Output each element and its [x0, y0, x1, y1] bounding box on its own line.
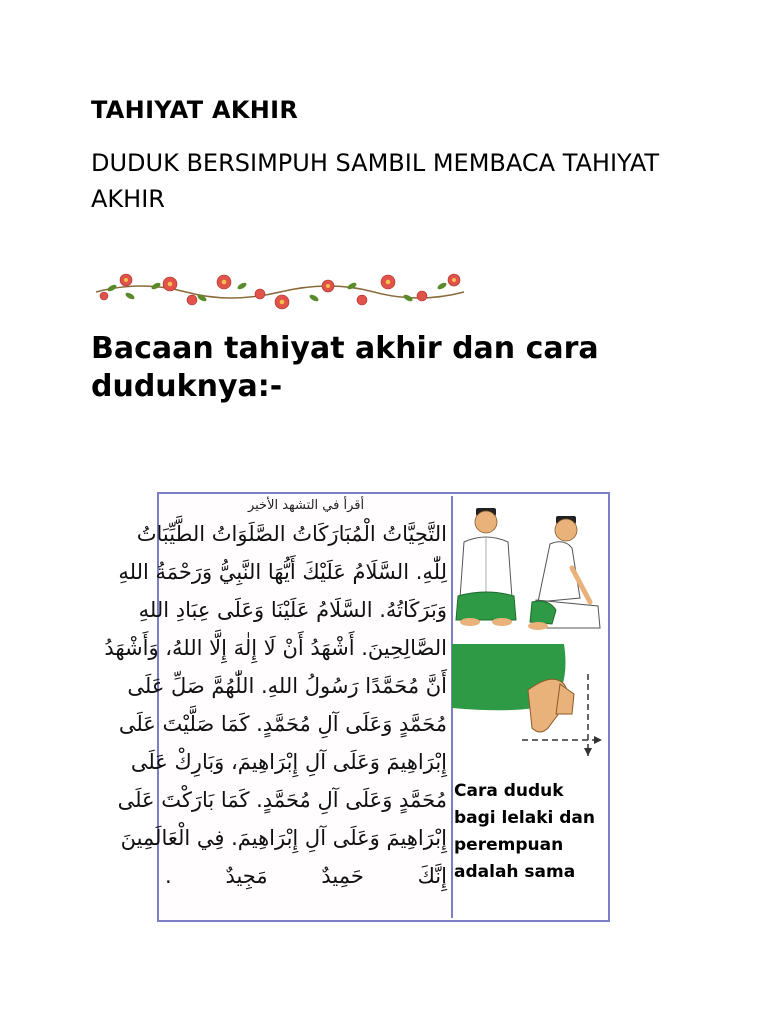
posture-caption: Cara duduk bagi lelaki dan perempuan adalah sama: [454, 781, 596, 882]
arabic-line: مُحَمَّدٍ وَعَلَى آلِ مُحَمَّدٍ. كَمَا صَلَّيْتَ عَلَى: [118, 712, 447, 736]
illustration-cell: [452, 496, 606, 918]
arabic-line: إِبْرَاهِيمَ وَعَلَى آلِ إِبْرَاهِيمَ. فِي الْعَالَمِينَ: [120, 826, 447, 850]
arabic-heading: أقرأ في التشهد الأخير: [247, 498, 365, 513]
arabic-line: التَّحِيَّاتُ الْمُبَارَكَاتُ الصَّلَوَاتُ الطَّيِّبَاتُ: [136, 522, 447, 546]
page-title: TAHIYAT AKHIR: [91, 96, 299, 124]
sitting-feet-detail-illustration: [452, 644, 606, 762]
arabic-line: وَبَرَكَاتُهُ. السَّلَامُ عَلَيْنَا وَعَلَى عِبَادِ اللهِ: [138, 598, 447, 622]
arabic-line: الصَّالِحِينَ. أَشْهَدُ أَنْ لَا إِلٰهَ إِلَّا اللهُ، وَأَشْهَدُ: [104, 636, 447, 660]
arabic-line: لِلّٰهِ. السَّلَامُ عَلَيْكَ أَيُّهَا النَّبِيُّ وَرَحْمَةُ اللهِ: [118, 560, 447, 584]
arabic-line: إِبْرَاهِيمَ وَعَلَى آلِ إِبْرَاهِيمَ، وَبَارِكْ عَلَى: [130, 750, 447, 774]
arabic-line: مُحَمَّدٍ وَعَلَى آلِ مُحَمَّدٍ. كَمَا بَارَكْتَ عَلَى: [117, 788, 447, 812]
tahiyat-figure-panel: [104, 492, 610, 922]
floral-divider: [92, 268, 468, 316]
arabic-text-cell: [104, 496, 453, 918]
arabic-line: إِنَّكَ حَمِيدٌ مَجِيدٌ .: [165, 864, 447, 888]
section-heading: Bacaan tahiyat akhir dan cara duduknya:-: [91, 331, 599, 404]
arabic-line: أَنَّ مُحَمَّدًا رَسُولُ اللهِ. اللّٰهُمَّ صَلِّ عَلَى: [127, 674, 447, 698]
seated-men-illustration: [452, 498, 606, 636]
page-subtitle: DUDUK BERSIMPUH SAMBIL MEMBACA TAHIYAT AKHIR: [91, 149, 660, 213]
